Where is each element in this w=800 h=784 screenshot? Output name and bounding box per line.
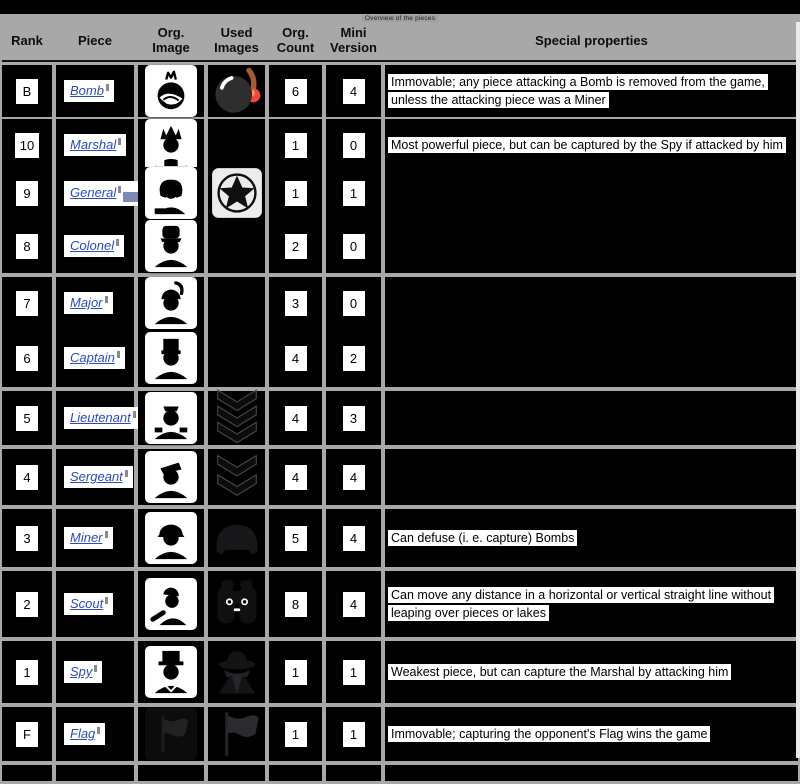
org-count-value: 8	[285, 592, 307, 617]
partial-bottom-row	[0, 765, 800, 781]
mini-version-value: 4	[343, 592, 365, 617]
mini-version-cell	[326, 167, 381, 219]
general-drawing-icon	[145, 167, 197, 219]
rank-value: 7	[16, 291, 38, 316]
org-image-cell	[138, 65, 204, 117]
piece-link-patch	[64, 593, 113, 615]
detective-icon	[211, 646, 263, 698]
chevrons-two-icon	[211, 451, 263, 503]
piece-link-sergeant[interactable]: Sergeant	[70, 469, 123, 484]
org-count-value: 3	[285, 291, 307, 316]
mini-version-cell	[326, 329, 381, 387]
major-drawing-icon	[145, 277, 197, 329]
column-header-used-images: Used Images	[214, 25, 259, 55]
piece-link-flag[interactable]: Flag	[70, 726, 96, 741]
piece-cell	[56, 329, 134, 387]
flag-drawing-icon	[145, 708, 197, 760]
column-header-org-count: Org. Count	[276, 25, 315, 55]
table-row-scout	[0, 571, 800, 637]
table-row-sergeant	[0, 449, 800, 505]
rank-cell	[2, 641, 52, 703]
ref-mark-icon	[118, 138, 121, 145]
mini-version-cell	[326, 219, 381, 273]
piece-cell	[56, 219, 134, 273]
lieutenant-drawing-icon	[145, 392, 197, 444]
org-count-cell	[269, 449, 322, 505]
table-row-bomb	[0, 65, 800, 115]
scrollbar[interactable]	[796, 22, 800, 758]
org-image-cell	[138, 277, 204, 329]
special-properties-cell	[385, 449, 798, 505]
org-count-value: 1	[285, 181, 307, 206]
sergeant-drawing-icon	[145, 451, 197, 503]
helmet-icon	[211, 512, 263, 564]
org-count-cell	[269, 641, 322, 703]
piece-cell	[56, 449, 134, 505]
mini-version-value: 3	[343, 406, 365, 431]
rank-value: 3	[16, 526, 38, 551]
table-row-miner	[0, 509, 800, 567]
used-image-cell	[208, 641, 265, 703]
piece-link-general[interactable]: General	[70, 185, 117, 200]
org-count-value: 2	[285, 234, 307, 259]
mini-version-value: 0	[343, 234, 365, 259]
ref-mark-icon	[133, 411, 136, 418]
piece-link-lieutenant[interactable]: Lieutenant	[70, 410, 131, 425]
scout-drawing-icon	[145, 578, 197, 630]
column-header-special-properties: Special properties	[535, 32, 648, 48]
mini-version-value: 0	[343, 291, 365, 316]
table-caption: Overview of the pieces	[362, 15, 438, 22]
used-image-cell	[208, 707, 265, 761]
rank-value: F	[16, 722, 38, 747]
piece-link-patch	[64, 235, 124, 257]
special-properties-text: Weakest piece, but can capture the Marshal by attacking him	[388, 664, 731, 680]
special-properties-text: Can defuse (i. e. capture) Bombs	[388, 530, 577, 546]
piece-link-patch	[64, 661, 102, 683]
mini-version-value: 4	[343, 79, 365, 104]
piece-cell	[56, 641, 134, 703]
binoculars-icon	[211, 578, 263, 630]
org-image-cell	[138, 509, 204, 567]
top-black-band	[0, 0, 800, 14]
special-properties-text: Most powerful piece, but can be captured by the Spy if attacked by him	[388, 137, 786, 153]
table-row-spy	[0, 641, 800, 703]
piece-cell	[56, 65, 134, 117]
org-count-value: 1	[285, 722, 307, 747]
used-image-cell	[208, 277, 265, 329]
rank-cell	[2, 219, 52, 273]
piece-link-patch	[64, 347, 125, 369]
mini-version-value: 4	[343, 526, 365, 551]
ref-mark-icon	[97, 727, 100, 734]
org-count-value: 4	[285, 406, 307, 431]
mini-version-cell	[326, 119, 381, 171]
rank-value: 9	[16, 181, 38, 206]
mini-version-cell	[326, 391, 381, 445]
table-row-colonel	[0, 219, 800, 273]
captain-drawing-icon	[145, 332, 197, 384]
used-image-cell	[208, 329, 265, 387]
mini-version-value: 0	[343, 133, 365, 158]
rank-value: B	[16, 79, 38, 104]
ref-mark-icon	[117, 351, 120, 358]
rank-cell	[2, 65, 52, 117]
piece-link-bomb[interactable]: Bomb	[70, 83, 104, 98]
mini-version-cell	[326, 571, 381, 637]
piece-link-scout[interactable]: Scout	[70, 596, 104, 611]
org-count-cell	[269, 391, 322, 445]
piece-cell	[56, 167, 134, 219]
rank-value: 5	[16, 406, 38, 431]
org-count-value: 1	[285, 133, 307, 158]
mini-version-cell	[326, 509, 381, 567]
table-row-major	[0, 277, 800, 325]
org-image-cell	[138, 219, 204, 273]
used-image-cell	[208, 65, 265, 117]
special-properties-cell	[385, 167, 798, 219]
org-count-value: 4	[285, 346, 307, 371]
special-properties-cell	[385, 65, 798, 117]
org-count-cell	[269, 119, 322, 171]
star-roundel-icon	[211, 167, 263, 219]
org-count-cell	[269, 707, 322, 761]
piece-link-major[interactable]: Major	[70, 295, 103, 310]
bomb-drawing-icon	[145, 65, 197, 117]
special-properties-text: Immovable; capturing the opponent's Flag wins the game	[388, 726, 710, 742]
rank-cell	[2, 329, 52, 387]
rank-value: 6	[16, 346, 38, 371]
column-header-org-image: Org. Image	[152, 25, 190, 55]
rank-cell	[2, 509, 52, 567]
rank-value: 10	[15, 133, 39, 158]
piece-link-patch	[64, 80, 114, 102]
caption-row	[0, 14, 800, 22]
piece-link-patch	[64, 292, 113, 314]
org-image-cell	[138, 119, 204, 171]
org-count-cell	[269, 167, 322, 219]
ref-mark-icon	[105, 296, 108, 303]
table-row-flag	[0, 707, 800, 761]
piece-cell	[56, 119, 134, 171]
colonel-drawing-icon	[145, 220, 197, 272]
org-count-cell	[269, 65, 322, 117]
table-row-marshal	[0, 119, 800, 163]
used-image-cell	[208, 391, 265, 445]
org-image-cell	[138, 391, 204, 445]
bomb-emoji-icon	[211, 65, 263, 117]
org-count-value: 5	[285, 526, 307, 551]
special-properties-cell	[385, 219, 798, 273]
ref-mark-icon	[105, 597, 108, 604]
org-count-cell	[269, 329, 322, 387]
spy-drawing-icon	[145, 646, 197, 698]
org-count-value: 1	[285, 660, 307, 685]
used-image-cell	[208, 571, 265, 637]
header-underline	[2, 60, 798, 62]
rank-cell	[2, 571, 52, 637]
mini-version-cell	[326, 641, 381, 703]
org-count-value: 4	[285, 465, 307, 490]
ref-mark-icon	[116, 239, 119, 246]
partial-cell	[326, 765, 381, 781]
org-count-cell	[269, 219, 322, 273]
used-image-cell	[208, 509, 265, 567]
used-image-cell	[208, 119, 265, 171]
rank-cell	[2, 449, 52, 505]
partial-cell	[56, 765, 134, 781]
piece-link-patch	[64, 134, 126, 156]
piece-link-captain[interactable]: Captain	[70, 350, 115, 365]
org-count-value: 6	[285, 79, 307, 104]
rank-cell	[2, 167, 52, 219]
rank-cell	[2, 391, 52, 445]
ref-mark-icon	[106, 84, 109, 91]
rank-cell	[2, 277, 52, 329]
rank-value: 1	[16, 660, 38, 685]
mini-version-value: 1	[343, 181, 365, 206]
piece-link-spy[interactable]: Spy	[70, 664, 93, 679]
rank-value: 8	[16, 234, 38, 259]
special-properties-cell	[385, 391, 798, 445]
rank-cell	[2, 119, 52, 171]
special-properties-cell	[385, 641, 798, 703]
piece-link-patch	[64, 407, 141, 429]
special-properties-text: Can move any distance in a horizontal or vertical straight line without leaping over pieces or lakes	[388, 587, 774, 621]
piece-cell	[56, 509, 134, 567]
table-row-general	[0, 167, 800, 215]
used-image-cell	[208, 167, 265, 219]
partial-cell	[2, 765, 52, 781]
partial-cell	[385, 765, 798, 781]
column-header-mini-version: Mini Version	[330, 25, 377, 55]
dark-flag-icon	[211, 708, 263, 760]
special-properties-text: Immovable; any piece attacking a Bomb is removed from the game, unless the attacking piece was a Miner	[388, 74, 768, 108]
table-row-captain	[0, 329, 800, 387]
org-image-cell	[138, 707, 204, 761]
org-image-cell	[138, 449, 204, 505]
rank-cell	[2, 707, 52, 761]
piece-link-patch	[64, 466, 133, 488]
column-header-piece: Piece	[78, 32, 112, 48]
used-image-cell	[208, 449, 265, 505]
piece-link-miner[interactable]: Miner	[70, 530, 103, 545]
piece-link-marshal[interactable]: Marshal	[70, 137, 117, 152]
mini-version-value: 4	[343, 465, 365, 490]
piece-cell	[56, 277, 134, 329]
used-image-cell	[208, 219, 265, 273]
column-header-rank: Rank	[11, 32, 43, 48]
piece-link-patch	[64, 723, 105, 745]
ref-mark-icon	[94, 665, 97, 672]
piece-cell	[56, 571, 134, 637]
ref-mark-icon	[125, 470, 128, 477]
special-properties-cell	[385, 509, 798, 567]
special-properties-cell	[385, 119, 798, 171]
mini-version-value: 1	[343, 660, 365, 685]
pieces-table	[0, 22, 800, 781]
table-header-row	[0, 22, 800, 60]
partial-cell	[138, 765, 204, 781]
mini-version-value: 2	[343, 346, 365, 371]
org-image-cell	[138, 329, 204, 387]
special-properties-cell	[385, 329, 798, 387]
special-properties-cell	[385, 571, 798, 637]
piece-link-patch	[64, 527, 113, 549]
mini-version-cell	[326, 707, 381, 761]
org-image-cell	[138, 641, 204, 703]
piece-link-colonel[interactable]: Colonel	[70, 238, 115, 253]
rank-value: 2	[16, 592, 38, 617]
rank-value: 4	[16, 465, 38, 490]
special-properties-cell	[385, 277, 798, 329]
piece-cell	[56, 707, 134, 761]
org-count-cell	[269, 571, 322, 637]
mini-version-cell	[326, 277, 381, 329]
org-image-cell	[138, 167, 204, 219]
miner-drawing-icon	[145, 512, 197, 564]
partial-cell	[269, 765, 322, 781]
piece-cell	[56, 391, 134, 445]
marshal-drawing-icon	[145, 119, 197, 171]
special-properties-cell	[385, 707, 798, 761]
mini-version-value: 1	[343, 722, 365, 747]
mini-version-cell	[326, 65, 381, 117]
table-body	[0, 65, 800, 781]
org-count-cell	[269, 277, 322, 329]
chevrons-three-icon	[211, 392, 263, 444]
org-image-cell	[138, 571, 204, 637]
ref-mark-icon	[105, 531, 108, 538]
ref-mark-icon	[118, 186, 121, 193]
mini-version-cell	[326, 449, 381, 505]
org-count-cell	[269, 509, 322, 567]
table-row-lieutenant	[0, 391, 800, 445]
partial-cell	[208, 765, 265, 781]
